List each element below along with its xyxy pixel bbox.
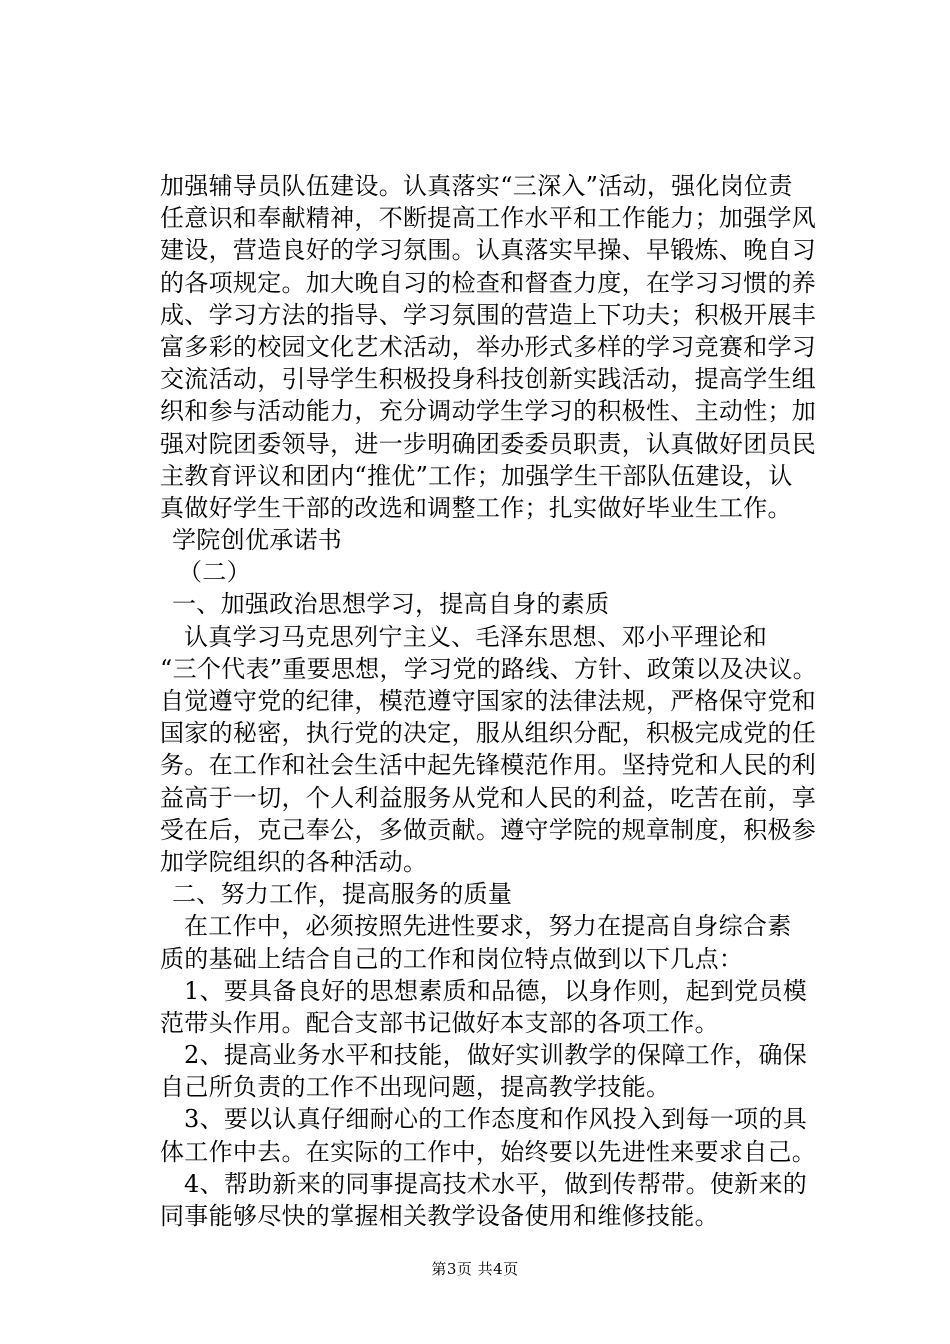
text-line: 自己所负责的工作不出现问题，提高教学技能。 <box>160 1073 671 1102</box>
text-line: 益高于一切，个人利益服务从党和人民的利益，吃苦在前，享 <box>160 783 817 812</box>
text-line: 在工作中，必须按照先进性要求，努力在提高自身综合素 <box>184 912 792 941</box>
text-line: 自觉遵守党的纪律，模范遵守国家的法律法规，严格保守党和 <box>160 687 817 715</box>
text-line: 范带头作用。配合支部书记做好本支部的各项工作。 <box>160 1008 719 1037</box>
text-line: 交流活动，引导学生积极投身科技创新实践活动，提高学生组 <box>160 365 817 394</box>
heading-1: 一、加强政治思想学习，提高自身的素质 <box>172 590 610 619</box>
text-line: 受在后，克己奉公，多做贡献。遵守学院的规章制度，积极参 <box>160 815 817 844</box>
text-line: 主教育评议和团内“推优”工作；加强学生干部队伍建设，认 <box>160 461 793 490</box>
list-item: 3、要以认真仔细耐心的工作态度和作风投入到每一项的具 <box>184 1105 808 1134</box>
text-line: “三个代表”重要思想，学习党的路线、方针、政策以及决议。 <box>160 654 817 683</box>
text-line: 任意识和奉献精神，不断提高工作水平和工作能力；加强学风 <box>160 204 817 233</box>
text-line: 体工作中去。在实际的工作中，始终要以先进性来要求自己。 <box>160 1137 817 1166</box>
text-line: 认真学习马克思列宁主义、毛泽东思想、邓小平理论和 <box>184 622 768 651</box>
text-line: 强对院团委领导，进一步明确团委委员职责，认真做好团员民 <box>160 429 817 458</box>
text-line: 国家的秘密，执行党的决定，服从组织分配，积极完成党的任 <box>160 719 817 748</box>
text-line: 富多彩的校园文化艺术活动，举办形式多样的学习竞赛和学习 <box>160 332 817 361</box>
heading-2: 二、努力工作，提高服务的质量 <box>172 880 513 909</box>
text-line: 织和参与活动能力，充分调动学生学习的积极性、主动性；加 <box>160 397 817 426</box>
text-line: 成、学习方法的指导、学习氛围的营造上下功夫；积极开展丰 <box>160 300 817 329</box>
text-line: 的各项规定。加大晚自习的检查和督查力度，在学习习惯的养 <box>160 268 817 297</box>
document-body <box>160 170 860 1232</box>
list-item: 2、提高业务水平和技能，做好实训教学的保障工作，确保 <box>184 1041 808 1070</box>
text-line: 加强辅导员队伍建设。认真落实“三深入”活动，强化岗位责 <box>160 172 793 200</box>
list-item: 4、帮助新来的同事提高技术水平，做到传帮带。使新来的 <box>184 1169 808 1198</box>
text-line: 同事能够尽快的掌握相关教学设备使用和维修技能。 <box>160 1202 719 1230</box>
text-line: 建设，营造良好的学习氛围。认真落实早操、早锻炼、晚自习 <box>160 236 817 265</box>
text-line: 务。在工作和社会生活中起先锋模范作用。坚持党和人民的利 <box>160 751 817 780</box>
section-subtitle: （二） <box>178 558 251 587</box>
page-footer: 第3页 共4页 <box>431 1260 519 1278</box>
text-line: 质的基础上结合自己的工作和岗位特点做到以下几点： <box>160 944 744 973</box>
text-line: 真做好学生干部的改选和调整工作；扎实做好毕业生工作。 <box>160 493 792 522</box>
section-title: 学院创优承诺书 <box>172 526 343 555</box>
text-line: 加学院组织的各种活动。 <box>160 847 428 876</box>
list-item: 1、要具备良好的思想素质和品德，以身作则，起到党员模 <box>184 976 808 1005</box>
